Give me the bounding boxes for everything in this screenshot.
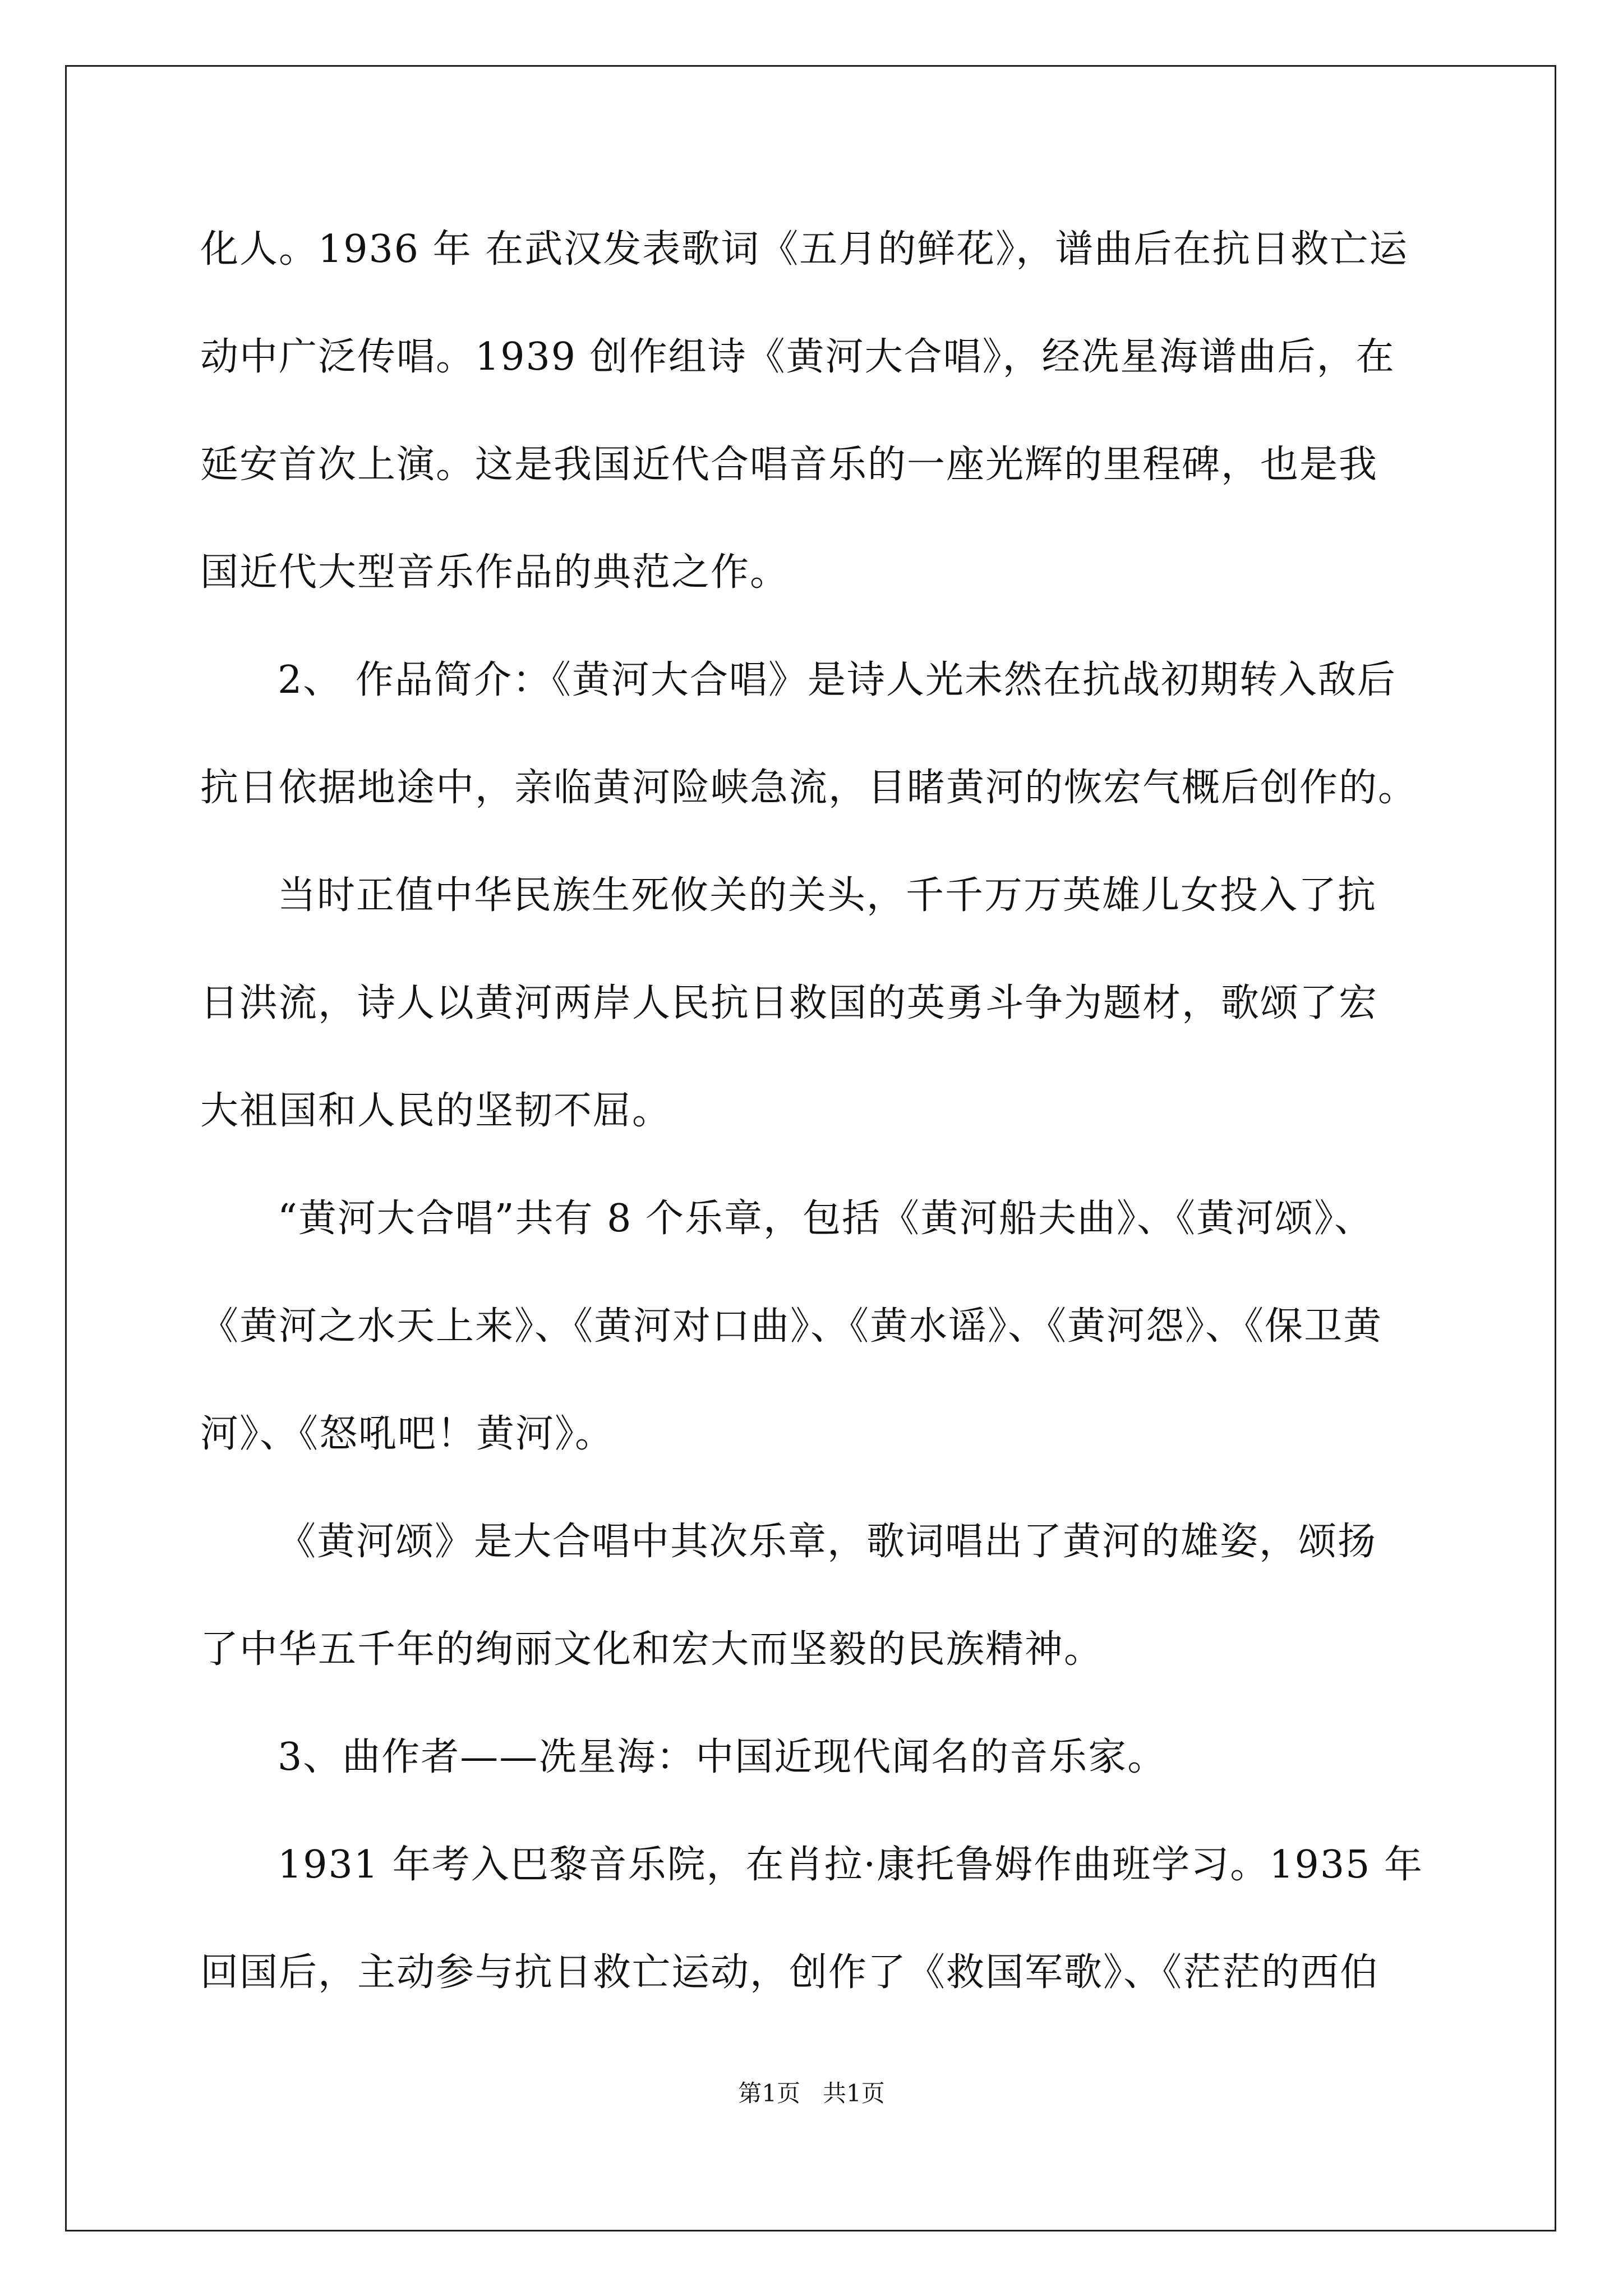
text-line: 延安首次上演。这是我国近代合唱音乐的一座光辉的里程碑，也是我 xyxy=(200,443,1378,487)
text-line: 3、曲作者——冼星海：中国近现代闻名的音乐家。 xyxy=(278,1735,1167,1779)
text-line: 大祖国和人民的坚韧不屈。 xyxy=(200,1089,672,1133)
text-line: 日洪流，诗人以黄河两岸人民抗日救国的英勇斗争为题材，歌颂了宏 xyxy=(200,981,1378,1025)
text-line: 河》、《怒吼吧！黄河》。 xyxy=(200,1412,615,1456)
page-border xyxy=(65,65,1556,2231)
text-line: 抗日依据地途中，亲临黄河险峡急流，目睹黄河的恢宏气概后创作的。 xyxy=(200,766,1418,810)
text-line: 1931 年考入巴黎音乐院，在肖拉·康托鲁姆作曲班学习。1935 年 xyxy=(278,1843,1423,1887)
text-line: “黄河大合唱”共有 8 个乐章，包括《黄河船夫曲》、《黄河颂》、 xyxy=(278,1197,1374,1241)
text-line: 2、 作品简介：《黄河大合唱》是诗人光未然在抗战初期转入敌后 xyxy=(278,658,1396,702)
text-line: 了中华五千年的绚丽文化和宏大而坚毅的民族精神。 xyxy=(200,1627,1104,1672)
page-footer: 第1页 共1页 xyxy=(738,2079,885,2107)
text-line: 动中广泛传唱。1939 创作组诗《黄河大合唱》，经冼星海谱曲后，在 xyxy=(200,335,1395,379)
text-line: 当时正值中华民族生死攸关的关头，千千万万英雄儿女投入了抗 xyxy=(278,873,1377,918)
text-line: 《黄河之水天上来》、《黄河对口曲》、《黄水谣》、《黄河怨》、《保卫黄 xyxy=(200,1304,1383,1349)
text-line: 回国后，主动参与抗日救亡运动，创作了《救国军歌》、《茫茫的西伯 xyxy=(200,1950,1380,1995)
text-line: 《黄河颂》是大合唱中其次乐章，歌词唱出了黄河的雄姿，颂扬 xyxy=(278,1520,1377,1564)
text-line: 化人。1936 年 在武汉发表歌词《五月的鲜花》，谱曲后在抗日救亡运 xyxy=(200,227,1409,272)
text-line: 国近代大型音乐作品的典范之作。 xyxy=(200,550,790,595)
